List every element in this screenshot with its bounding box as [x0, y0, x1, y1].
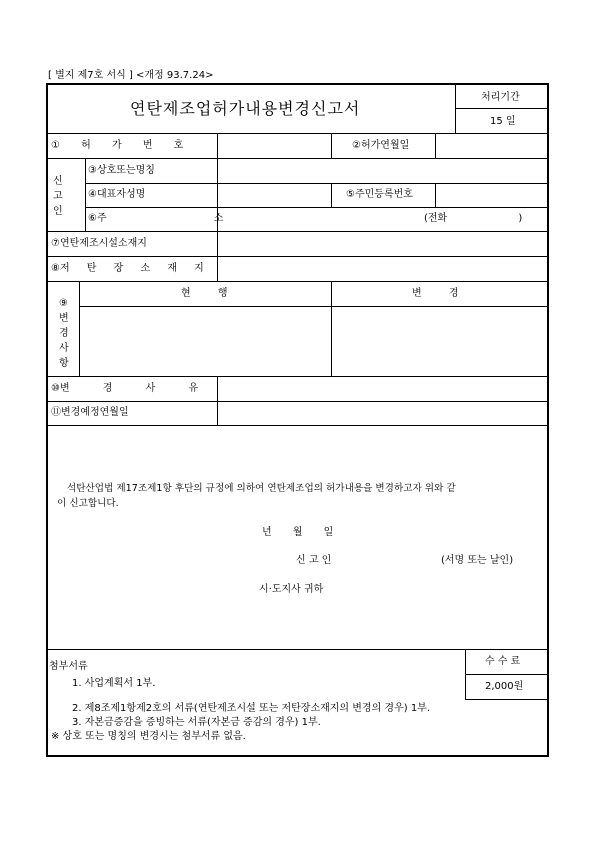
divider [217, 376, 218, 425]
address-field[interactable] [219, 209, 419, 229]
attachments-title: 첨부서류 [49, 661, 88, 672]
storage-location-label: ⑧저 탄 장 소 재 지 [51, 263, 204, 274]
factory-location-label: ⑦연탄제조시설소재지 [51, 238, 147, 249]
attachment-item: 2. 제8조제1항제2호의 서류(연탄제조시설 또는 저탄장소재지의 변경의 경우) 1부. [72, 703, 431, 714]
storage-location-field[interactable] [219, 258, 545, 279]
divider [435, 183, 436, 207]
permit-date-label: ②허가연월일 [352, 140, 410, 151]
processing-period-value: 15 일 [490, 116, 516, 127]
address-label: ⑥주 소 [88, 213, 224, 224]
form-number-note: [ 별지 제7호 서식 ] <개정 93.7.24> [48, 70, 214, 81]
attachments-note: ※ 상호 또는 명칭의 변경시는 첨부서류 없음. [51, 731, 246, 742]
divider [455, 85, 456, 133]
divider [48, 376, 547, 377]
changed-column-header: 변 경 [412, 288, 459, 299]
signature-note: (서명 또는 날인) [441, 555, 514, 566]
divider [85, 158, 86, 231]
reporter-label: 신 고 인 [296, 555, 332, 566]
divider [435, 133, 436, 158]
permit-number-label: ① 허 가 번 호 [51, 140, 184, 151]
divider [85, 207, 547, 208]
current-column-header: 현 행 [181, 288, 228, 299]
divider [48, 425, 547, 426]
permit-number-field[interactable] [219, 135, 329, 156]
divider [79, 281, 80, 376]
divider [48, 133, 547, 134]
processing-period-label: 처리기간 [481, 92, 520, 103]
divider [331, 281, 332, 376]
divider [48, 281, 547, 282]
divider [48, 158, 547, 159]
change-date-field[interactable] [219, 403, 545, 423]
factory-location-field[interactable] [219, 233, 545, 254]
representative-label: ④대표자성명 [88, 189, 146, 200]
divider [217, 231, 218, 281]
divider [455, 108, 547, 109]
representative-field[interactable] [219, 185, 329, 205]
report-date: 년 월 일 [262, 527, 334, 538]
change-reason-field[interactable] [219, 378, 545, 399]
current-details-field[interactable] [81, 308, 329, 374]
change-date-label: ⑪변경예정연월일 [51, 407, 129, 418]
divider [465, 699, 547, 700]
changed-details-field[interactable] [333, 308, 545, 374]
divider [85, 183, 547, 184]
divider [465, 674, 547, 675]
permit-date-field[interactable] [437, 135, 545, 156]
resident-number-label: ⑤주민등록번호 [346, 189, 413, 200]
trade-name-field[interactable] [219, 160, 545, 181]
divider [331, 183, 332, 207]
change-reason-label: ⑩변 경 사 유 [51, 383, 199, 394]
fee-value: 2,000원 [485, 681, 524, 692]
divider [48, 231, 547, 232]
phone-label: (전화 ) [424, 213, 523, 224]
trade-name-label: ③상호또는명칭 [88, 165, 155, 176]
applicant-group-label: 신고인 [53, 176, 63, 217]
recipient: 시·도지사 귀하 [259, 584, 324, 595]
fee-label: 수 수 료 [485, 656, 521, 667]
divider [48, 649, 547, 650]
divider [48, 401, 547, 402]
divider [48, 256, 547, 257]
form-title: 연탄제조업허가내용변경신고서 [130, 99, 361, 118]
attachment-item: 1. 사업계획서 1부. [72, 678, 156, 689]
statement-line-1: 석탄산업법 제17조제1항 후단의 규정에 의하여 연탄제조업의 허가내용을 변경하고자 위와 같 [67, 483, 456, 494]
statement-line-2: 이 신고합니다. [57, 498, 119, 509]
divider [79, 306, 547, 307]
resident-number-field[interactable] [437, 185, 545, 205]
divider [465, 649, 466, 699]
divider [331, 133, 332, 158]
change-items-label: ⑨변경사항 [59, 298, 69, 369]
attachment-item: 3. 자본금증감을 증빙하는 서류(자본금 증감의 경우) 1부. [72, 717, 321, 728]
